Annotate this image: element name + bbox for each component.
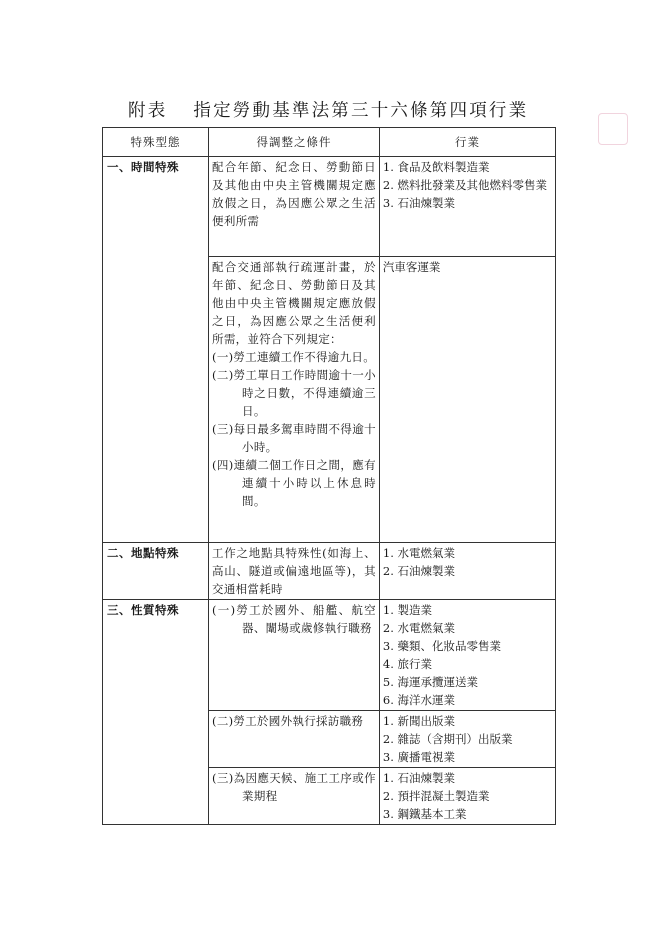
header-type: 特殊型態 [103,128,209,157]
category-location: 二、地點特殊 [103,543,209,600]
industry-item: 3. 廣播電視業 [382,750,456,764]
header-row [103,128,556,157]
industry-cell [379,600,555,711]
table-row [103,157,556,257]
stamp-mark [598,113,628,145]
industry-item: 3. 石油煉製業 [382,196,456,210]
industry-cell [379,543,555,600]
industry-item: 4. 旅行業 [382,657,433,671]
industry-item: 3. 鋼鐵基本工業 [382,807,467,821]
condition-text: 配合交通部執行疏運計畫，於年節、紀念日、勞動節日及其他由中央主管機關規定應放假之日，為因應公眾之生活便利所需，並符合下列規定： [212,260,376,346]
industry-item: 6. 海洋水運業 [382,693,456,707]
industry-item: 2. 水電燃氣業 [382,621,456,635]
industry-item: 2. 預拌混凝土製造業 [382,789,490,803]
industry-cell [379,768,555,825]
sub-rule: (二)勞工單日工作時間逾十一小時之日數，不得連續逾三日。 [212,368,376,418]
industry-item: 汽車客運業 [382,260,441,274]
condition-text: (三)為因應天候、施工工序或作業期程 [212,771,376,803]
sub-rule: (四)連續二個工作日之間，應有連續十小時以上休息時間。 [212,458,376,508]
industry-item: 1. 石油煉製業 [382,771,456,785]
industry-item: 1. 食品及飲料製造業 [382,160,490,174]
condition-cell [209,257,380,543]
condition-text: (一)勞工於國外、船艦、航空器、闈場或歲修執行職務 [212,603,376,635]
industry-cell [379,257,555,543]
industry-item: 2. 雜誌（含期刊）出版業 [382,732,513,746]
industry-item: 2. 石油煉製業 [382,564,456,578]
table-row [103,543,556,600]
regulation-table [102,127,556,825]
industry-item: 5. 海運承攬運送業 [382,675,479,689]
industry-item: 1. 水電燃氣業 [382,546,456,560]
title-prefix: 附表 [128,101,168,121]
condition-cell [209,600,380,711]
sub-rule: (一)勞工連續工作不得逾九日。 [212,350,376,364]
industry-cell [379,711,555,768]
condition-cell: 配合年節、紀念日、勞動節日及其他由中央主管機關規定應放假之日，為因應公眾之生活便利所需 [209,157,380,257]
industry-cell [379,157,555,257]
industry-item: 3. 藥類、化妝品零售業 [382,639,502,653]
condition-cell: 工作之地點具特殊性(如海上、高山、隧道或偏遠地區等)，其交通相當耗時 [209,543,380,600]
industry-item: 1. 新聞出版業 [382,714,456,728]
industry-item: 2. 燃料批發業及其他燃料零售業 [382,178,548,192]
table-row [103,600,556,711]
condition-cell [209,711,380,768]
condition-cell [209,768,380,825]
title-main: 指定勞動基準法第三十六條第四項行業 [193,101,529,121]
header-industry: 行業 [379,128,555,157]
industry-item: 1. 製造業 [382,603,433,617]
header-condition: 得調整之條件 [209,128,380,157]
category-time: 一、時間特殊 [103,157,209,543]
page-title [128,97,528,122]
category-nature: 三、性質特殊 [103,600,209,825]
condition-text: (二)勞工於國外執行採訪職務 [212,714,364,728]
sub-rule: (三)每日最多駕車時間不得逾十小時。 [212,422,376,454]
